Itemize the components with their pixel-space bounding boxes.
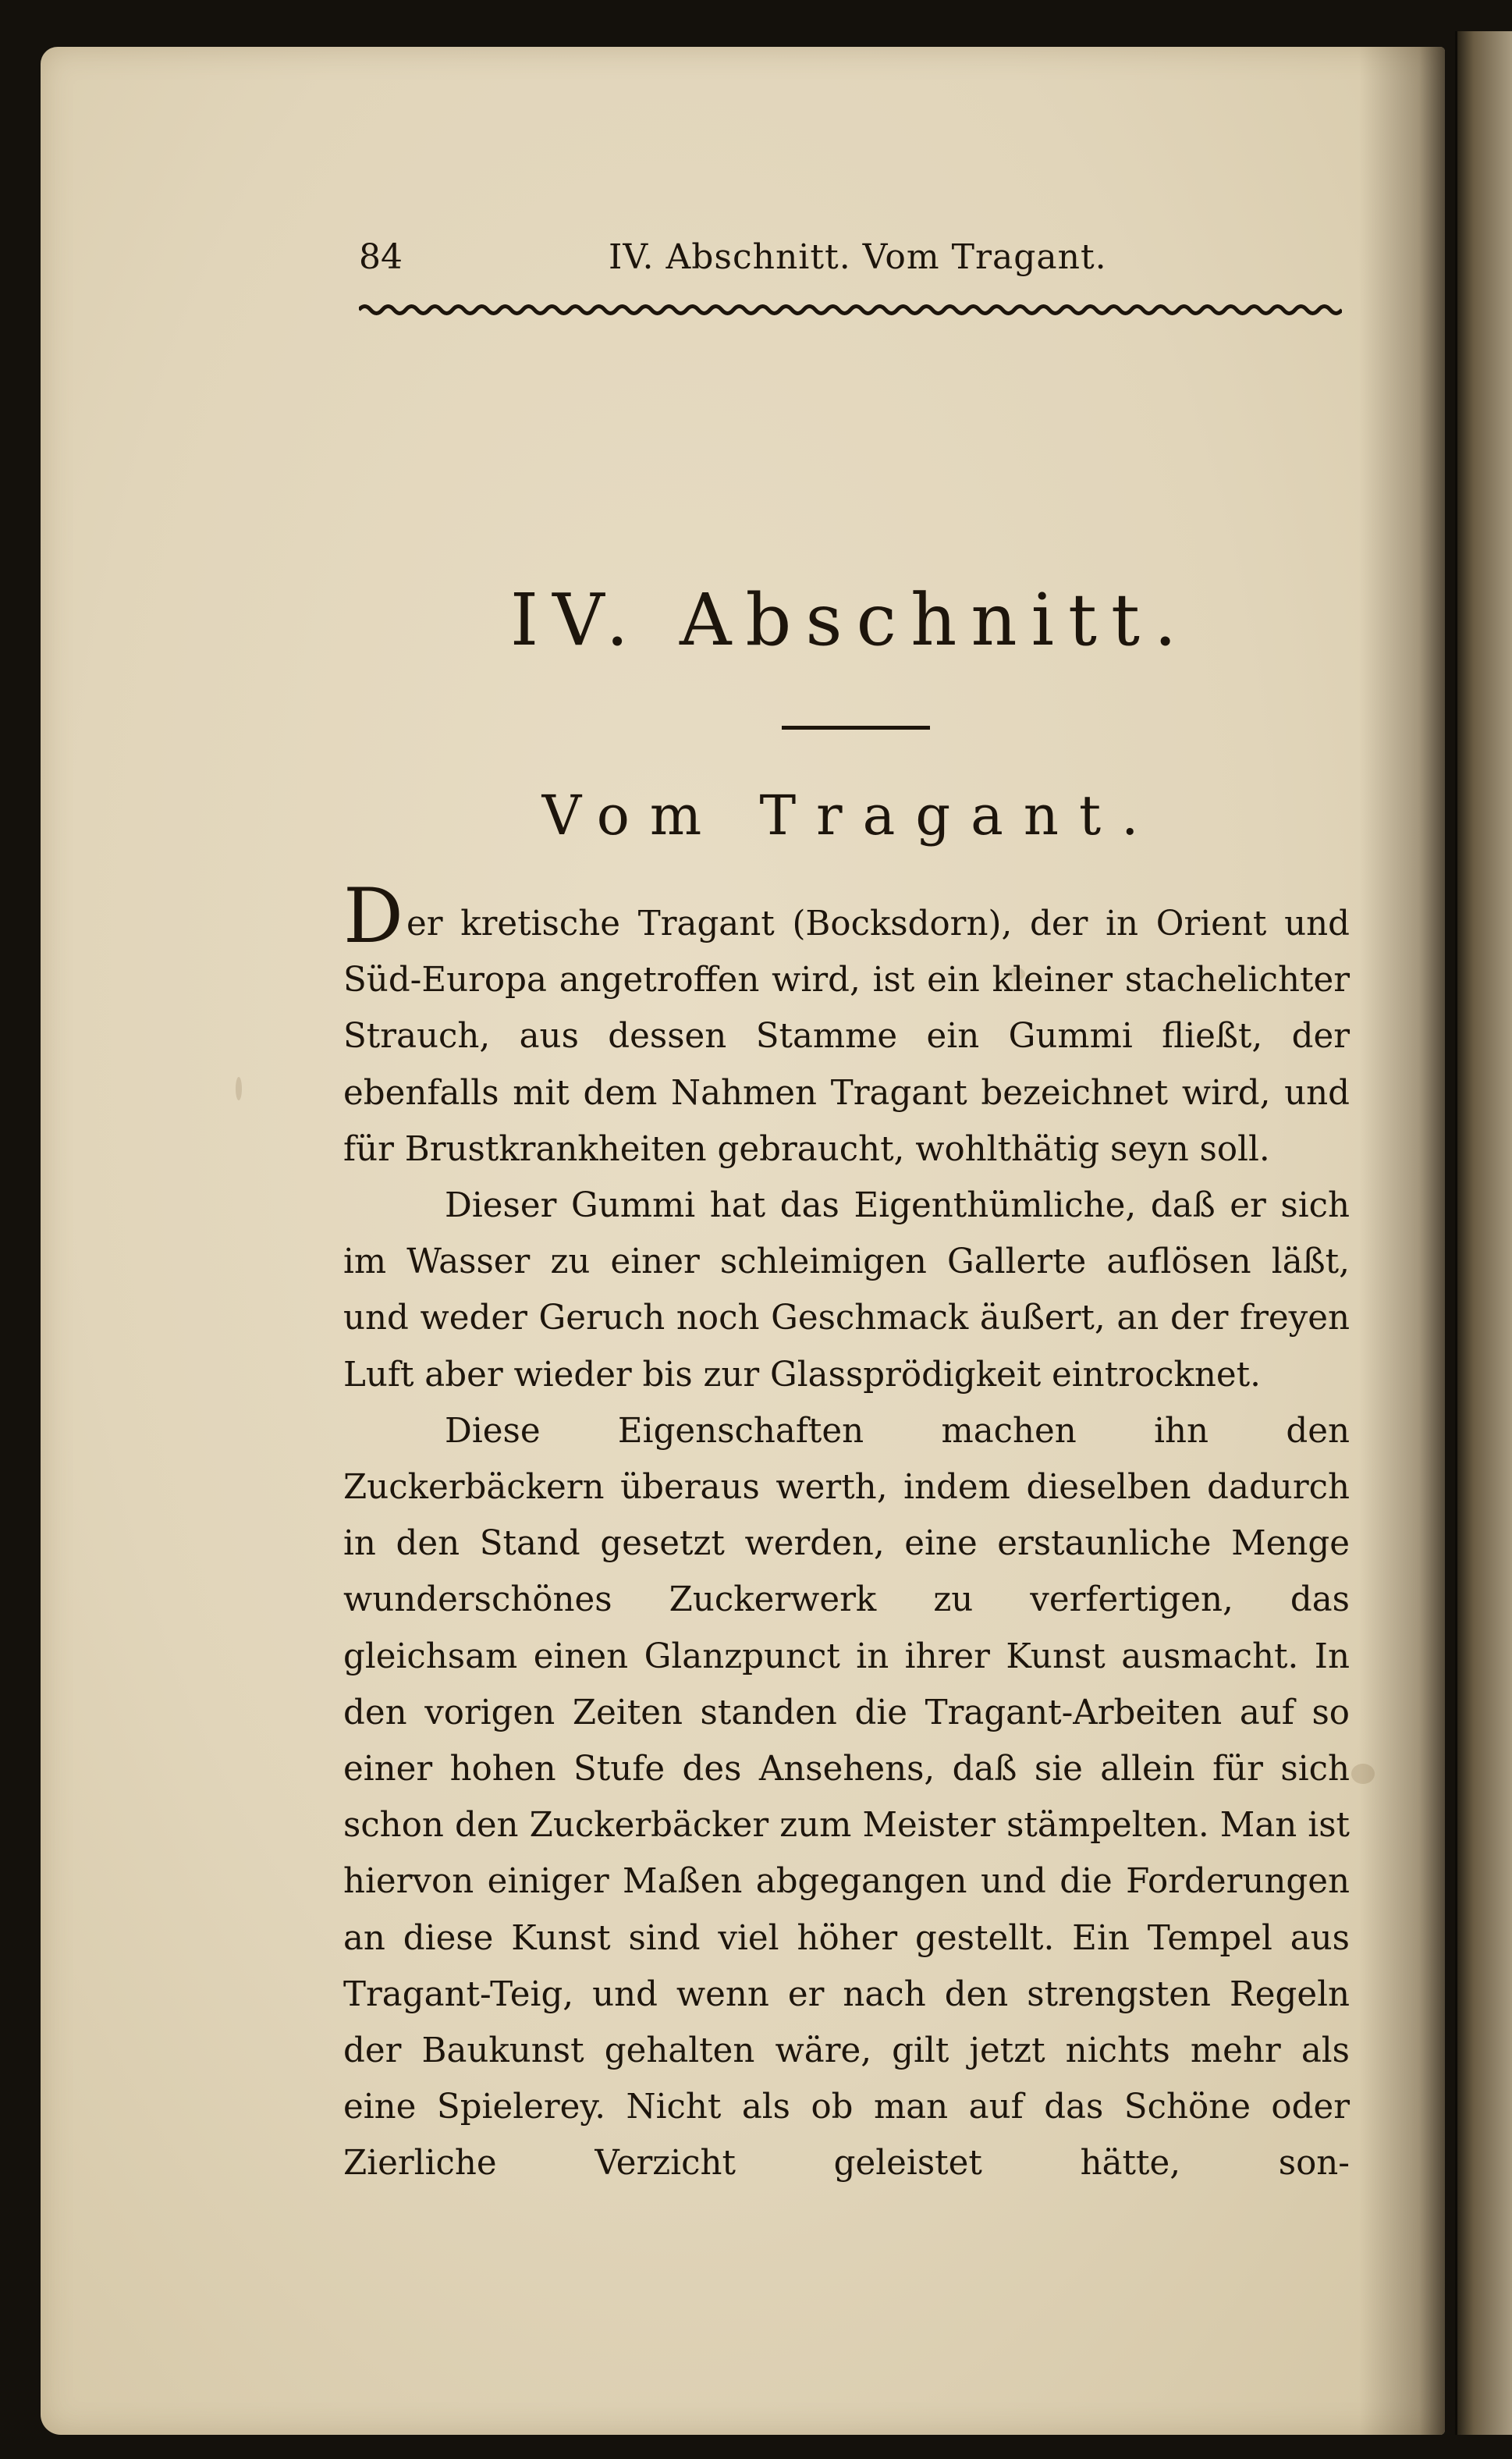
paper-stain bbox=[1351, 1764, 1375, 1784]
chapter-heading: IV. Abschnitt. bbox=[509, 578, 1191, 662]
gutter-shadow bbox=[1359, 47, 1445, 2435]
running-head bbox=[359, 234, 1326, 281]
page-number: 84 bbox=[359, 237, 403, 277]
body-text bbox=[343, 872, 1350, 2192]
ornamental-wavy-rule bbox=[359, 298, 1342, 322]
drop-cap-initial: D bbox=[343, 872, 403, 960]
paragraph: Diese Eigenschaften machen ihn den Zuckerbäckern überaus werth, indem dieselben dadurch in den Stand gesetzt werden, eine erstaunliche Menge wunderschönes Zuckerwerk zu verfertigen, das gleichsam einen Glanzpunct in ihrer Kunst ausmacht. In den vorigen Zeiten standen die Tragant-Arbeiten auf so einer hohen Stufe des Ansehens, daß sie allein für sich schon den Zuckerbäcker zum Meister stämpelten. Man ist hiervon einiger Maßen abgegangen und die Forderungen an diese Kunst sind viel höher gestellt. Ein Tempel aus Tragant-Teig, und wenn er nach den strengsten Regeln der Baukunst gehalten wäre, gilt jetzt nichts mehr als eine Spielerey. Nicht als ob man auf das Schöne oder Zierliche Verzicht geleistet hätte, son- bbox=[343, 1411, 1350, 2184]
section-title: Vom Tragant. bbox=[541, 784, 1159, 848]
facing-page-edge bbox=[1455, 31, 1512, 2435]
paragraph-text: er kretische Tragant (Bocksdorn), der in Orient und Süd-Europa angetroffen wird, ist ein kleiner stachelichter Strauch, aus dessen Stamme ein Gummi fließt, der ebenfalls mit dem Nahmen Tragant bezeichnet wird, und für Brustkrankheiten gebraucht, wohlthätig seyn soll. bbox=[343, 904, 1350, 1169]
running-title: IV. Abschnitt. Vom Tragant. bbox=[609, 237, 1107, 277]
paragraph bbox=[343, 872, 1350, 1178]
heading-divider bbox=[782, 726, 930, 730]
paragraph: Dieser Gummi hat das Eigenthümliche, daß er sich im Wasser zu einer schleimigen Gallerte auflösen läßt, und weder Geruch noch Geschmack äußert, an der freyen Luft aber wieder bis zur Glassprödigkeit eintrocknet. bbox=[343, 1186, 1350, 1395]
paper-stain bbox=[236, 1077, 242, 1100]
